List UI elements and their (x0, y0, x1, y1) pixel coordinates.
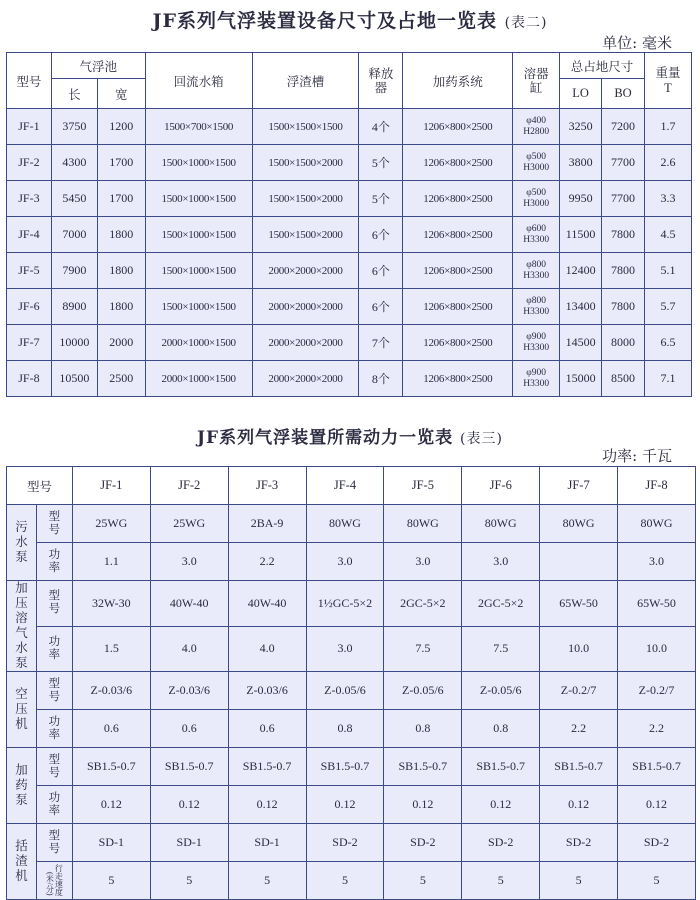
dim-return-tank-cell: 1500×1000×1500 (145, 181, 252, 217)
releaser-header: 释放器 (359, 53, 403, 109)
dim-model-cell: JF-6 (7, 289, 52, 325)
dim-scum-tank-cell: 1500×1500×1500 (252, 109, 359, 145)
dim-dosing-cell: 1206×800×2500 (403, 109, 513, 145)
dim-lo-cell: 13400 (560, 289, 602, 325)
type-cell: SB1.5-0.7 (228, 748, 306, 786)
table-row (7, 181, 692, 217)
dim-dissolver-cell (513, 109, 560, 145)
dim-length-cell: 8900 (51, 289, 97, 325)
type-cell: SD-1 (228, 824, 306, 862)
lo-header: LO (560, 79, 602, 109)
power-cell: 0.12 (150, 786, 228, 824)
width-header: 宽 (97, 79, 145, 109)
dim-model-cell: JF-5 (7, 253, 52, 289)
weight-header: 重量T (644, 53, 691, 109)
dim-weight-cell: 3.3 (644, 181, 691, 217)
dim-dissolver-cell (513, 289, 560, 325)
dim-dissolver-cell (513, 325, 560, 361)
dim-scum-tank-cell: 2000×2000×2000 (252, 325, 359, 361)
dim-weight-cell: 7.1 (644, 361, 691, 397)
tank-header: 气浮池 (51, 53, 145, 79)
dim-releaser-cell: 6个 (359, 289, 403, 325)
scum-tank-header: 浮渣槽 (252, 53, 359, 109)
dim-scum-tank-cell: 2000×2000×2000 (252, 289, 359, 325)
type-cell: SD-2 (384, 824, 462, 862)
equipment-group-label: 污水泵 (7, 505, 37, 581)
power-cell (540, 543, 618, 581)
equipment-group-label: 加药泵 (7, 748, 37, 824)
power-cell: 0.12 (462, 786, 540, 824)
table-row (7, 824, 696, 862)
power-model-col: JF-4 (306, 467, 384, 505)
power-cell: 0.12 (540, 786, 618, 824)
dissolver-height: H3300 (523, 234, 550, 245)
dim-model-cell: JF-8 (7, 361, 52, 397)
table1-title-note: (表二) (504, 15, 548, 31)
dim-bo-cell: 7800 (602, 253, 645, 289)
type-cell: SB1.5-0.7 (540, 748, 618, 786)
type-cell: SD-2 (618, 824, 696, 862)
power-cell: 5 (72, 862, 150, 900)
type-label: 型号 (36, 505, 72, 543)
dim-length-cell: 4300 (51, 145, 97, 181)
dim-return-tank-cell: 1500×1000×1500 (145, 217, 252, 253)
power-cell: 0.12 (618, 786, 696, 824)
power-model-col: JF-5 (384, 467, 462, 505)
power-cell: 7.5 (384, 626, 462, 672)
power-cell: 5 (462, 862, 540, 900)
power-cell: 0.6 (150, 710, 228, 748)
dim-model-cell: JF-1 (7, 109, 52, 145)
table-row (7, 626, 696, 672)
table-row (7, 505, 696, 543)
table-row (7, 748, 696, 786)
type-cell: 1½GC-5×2 (306, 581, 384, 627)
dim-width-cell: 1200 (97, 109, 145, 145)
type-cell: 65W-50 (540, 581, 618, 627)
power-model-col: JF-1 (72, 467, 150, 505)
type-label: 型号 (36, 581, 72, 627)
dim-lo-cell: 12400 (560, 253, 602, 289)
dim-releaser-cell: 6个 (359, 253, 403, 289)
power-table (6, 466, 696, 900)
dim-width-cell: 1800 (97, 289, 145, 325)
dim-dosing-cell: 1206×800×2500 (403, 361, 513, 397)
dissolver-header: 溶器缸 (513, 53, 560, 109)
table2-title: JF系列气浮装置所需动力一览表 (表三) (197, 428, 503, 448)
type-cell: 2GC-5×2 (384, 581, 462, 627)
type-cell: 80WG (384, 505, 462, 543)
dim-dissolver-cell (513, 361, 560, 397)
speed-label: (米/分)行走速度 (36, 862, 72, 900)
table1-unit: 单位: 毫米 (602, 34, 672, 52)
type-cell: SB1.5-0.7 (72, 748, 150, 786)
dissolver-height: H3000 (523, 198, 550, 209)
power-cell: 5 (384, 862, 462, 900)
dim-dosing-cell: 1206×800×2500 (403, 253, 513, 289)
type-cell: SB1.5-0.7 (384, 748, 462, 786)
type-cell: 80WG (540, 505, 618, 543)
dissolver-height: H3300 (523, 342, 550, 353)
power-cell: 5 (150, 862, 228, 900)
power-cell: 0.8 (384, 710, 462, 748)
dim-weight-cell: 1.7 (644, 109, 691, 145)
dissolver-diameter: φ800 (526, 295, 547, 306)
length-header: 长 (51, 79, 97, 109)
type-cell: 40W-40 (150, 581, 228, 627)
power-cell: 3.0 (462, 543, 540, 581)
power-cell: 3.0 (306, 543, 384, 581)
power-cell: 2.2 (618, 710, 696, 748)
type-label: 型号 (36, 672, 72, 710)
type-cell: Z-0.2/7 (618, 672, 696, 710)
dissolver-height: H3300 (523, 378, 550, 389)
table-row (7, 543, 696, 581)
dim-weight-cell: 5.7 (644, 289, 691, 325)
power-cell: 0.12 (384, 786, 462, 824)
dissolver-diameter: φ600 (526, 223, 547, 234)
dim-width-cell: 2000 (97, 325, 145, 361)
type-cell: Z-0.05/6 (384, 672, 462, 710)
dim-model-cell: JF-4 (7, 217, 52, 253)
type-cell: SD-1 (150, 824, 228, 862)
dim-dissolver-cell (513, 145, 560, 181)
type-cell: SB1.5-0.7 (306, 748, 384, 786)
dim-return-tank-cell: 2000×1000×1500 (145, 361, 252, 397)
dim-length-cell: 10000 (51, 325, 97, 361)
power-model-col: JF-2 (150, 467, 228, 505)
table-row (7, 786, 696, 824)
dissolver-diameter: φ400 (526, 115, 547, 126)
table-row (7, 710, 696, 748)
table-row (7, 672, 696, 710)
power-label: 功率 (36, 710, 72, 748)
dim-length-cell: 3750 (51, 109, 97, 145)
power-cell: 7.5 (462, 626, 540, 672)
type-cell: SB1.5-0.7 (618, 748, 696, 786)
power-cell: 4.0 (150, 626, 228, 672)
type-cell: SD-2 (306, 824, 384, 862)
type-cell: SD-2 (462, 824, 540, 862)
equipment-group-label: 加压溶气水泵 (7, 581, 37, 672)
power-label: 功率 (36, 543, 72, 581)
dim-bo-cell: 7700 (602, 145, 645, 181)
power-model-col: JF-7 (540, 467, 618, 505)
power-cell: 0.6 (72, 710, 150, 748)
dim-width-cell: 1700 (97, 181, 145, 217)
power-model-col: JF-6 (462, 467, 540, 505)
type-cell: SB1.5-0.7 (150, 748, 228, 786)
dissolver-height: H3300 (523, 306, 550, 317)
power-cell: 1.5 (72, 626, 150, 672)
table-row (7, 217, 692, 253)
power-cell: 5 (228, 862, 306, 900)
power-cell: 0.6 (228, 710, 306, 748)
power-cell: 5 (306, 862, 384, 900)
dim-bo-cell: 7200 (602, 109, 645, 145)
table-row (7, 325, 692, 361)
power-label: 功率 (36, 786, 72, 824)
dissolver-diameter: φ500 (526, 151, 547, 162)
dim-weight-cell: 6.5 (644, 325, 691, 361)
table-row (7, 145, 692, 181)
dim-return-tank-cell: 1500×1000×1500 (145, 145, 252, 181)
power-cell: 0.8 (306, 710, 384, 748)
type-cell: Z-0.05/6 (462, 672, 540, 710)
dim-weight-cell: 2.6 (644, 145, 691, 181)
dim-return-tank-cell: 1500×700×1500 (145, 109, 252, 145)
dim-scum-tank-cell: 1500×1500×2000 (252, 217, 359, 253)
power-label: 功率 (36, 626, 72, 672)
power-cell: 0.12 (228, 786, 306, 824)
dim-scum-tank-cell: 1500×1500×2000 (252, 181, 359, 217)
dim-model-cell: JF-7 (7, 325, 52, 361)
type-cell: 65W-50 (618, 581, 696, 627)
power-cell: 10.0 (618, 626, 696, 672)
dim-length-cell: 7000 (51, 217, 97, 253)
equipment-group-label: 空压机 (7, 672, 37, 748)
type-cell: 80WG (306, 505, 384, 543)
dim-bo-cell: 7700 (602, 181, 645, 217)
power-cell: 1.1 (72, 543, 150, 581)
type-cell: 2BA-9 (228, 505, 306, 543)
dim-scum-tank-cell: 2000×2000×2000 (252, 361, 359, 397)
type-cell: Z-0.03/6 (228, 672, 306, 710)
dim-lo-cell: 9950 (560, 181, 602, 217)
dim-bo-cell: 7800 (602, 289, 645, 325)
table-row (7, 862, 696, 900)
power-cell: 5 (540, 862, 618, 900)
table-row (7, 289, 692, 325)
dim-releaser-cell: 5个 (359, 145, 403, 181)
power-cell: 5 (618, 862, 696, 900)
type-cell: SB1.5-0.7 (462, 748, 540, 786)
power-cell: 0.12 (72, 786, 150, 824)
power-model-col: JF-8 (618, 467, 696, 505)
dim-scum-tank-cell: 2000×2000×2000 (252, 253, 359, 289)
dim-width-cell: 1700 (97, 145, 145, 181)
dim-dosing-cell: 1206×800×2500 (403, 217, 513, 253)
dim-length-cell: 10500 (51, 361, 97, 397)
table2-title-note: (表三) (460, 431, 503, 447)
dissolver-diameter: φ800 (526, 259, 547, 270)
power-cell: 2.2 (228, 543, 306, 581)
type-label: 型号 (36, 748, 72, 786)
dim-dosing-cell: 1206×800×2500 (403, 325, 513, 361)
dim-model-cell: JF-2 (7, 145, 52, 181)
dim-lo-cell: 3800 (560, 145, 602, 181)
table1-title: JF系列气浮装置设备尺寸及占地一览表 (表二) (152, 10, 548, 32)
type-cell: 2GC-5×2 (462, 581, 540, 627)
dim-length-cell: 5450 (51, 181, 97, 217)
dimensions-table (6, 52, 692, 397)
type-cell: 80WG (462, 505, 540, 543)
dim-weight-cell: 5.1 (644, 253, 691, 289)
dim-releaser-cell: 4个 (359, 109, 403, 145)
dim-releaser-cell: 6个 (359, 217, 403, 253)
type-cell: Z-0.03/6 (72, 672, 150, 710)
dim-lo-cell: 15000 (560, 361, 602, 397)
type-cell: 40W-40 (228, 581, 306, 627)
bo-header: BO (602, 79, 645, 109)
dim-dissolver-cell (513, 217, 560, 253)
power-cell: 3.0 (618, 543, 696, 581)
dim-return-tank-cell: 1500×1000×1500 (145, 253, 252, 289)
power-cell: 3.0 (306, 626, 384, 672)
dim-releaser-cell: 8个 (359, 361, 403, 397)
model-header: 型号 (7, 53, 52, 109)
type-cell: 80WG (618, 505, 696, 543)
dissolver-diameter: φ500 (526, 187, 547, 198)
table-row (7, 361, 692, 397)
power-cell: 2.2 (540, 710, 618, 748)
power-cell: 3.0 (150, 543, 228, 581)
dissolver-height: H2800 (523, 126, 550, 137)
dissolver-diameter: φ900 (526, 331, 547, 342)
power-cell: 10.0 (540, 626, 618, 672)
type-cell: SD-2 (540, 824, 618, 862)
dim-dosing-cell: 1206×800×2500 (403, 145, 513, 181)
table2-unit: 功率: 千瓦 (602, 447, 672, 465)
dim-weight-cell: 4.5 (644, 217, 691, 253)
dim-dissolver-cell (513, 253, 560, 289)
table-row (7, 253, 692, 289)
dim-width-cell: 1800 (97, 253, 145, 289)
dim-releaser-cell: 7个 (359, 325, 403, 361)
type-cell: SD-1 (72, 824, 150, 862)
dim-width-cell: 2500 (97, 361, 145, 397)
power-cell: 4.0 (228, 626, 306, 672)
type-label: 型号 (36, 824, 72, 862)
equipment-group-label: 括渣机 (7, 824, 37, 900)
dissolver-height: H3000 (523, 162, 550, 173)
dim-dosing-cell: 1206×800×2500 (403, 181, 513, 217)
dim-lo-cell: 11500 (560, 217, 602, 253)
dosing-header: 加药系统 (403, 53, 513, 109)
power-model-col: JF-3 (228, 467, 306, 505)
type-cell: 25WG (150, 505, 228, 543)
power-cell: 0.12 (306, 786, 384, 824)
return-tank-header: 回流水箱 (145, 53, 252, 109)
dim-bo-cell: 8000 (602, 325, 645, 361)
dim-return-tank-cell: 1500×1000×1500 (145, 289, 252, 325)
dim-length-cell: 7900 (51, 253, 97, 289)
power-model-header: 型号 (7, 467, 73, 505)
dim-bo-cell: 8500 (602, 361, 645, 397)
dim-width-cell: 1800 (97, 217, 145, 253)
dim-bo-cell: 7800 (602, 217, 645, 253)
dim-lo-cell: 3250 (560, 109, 602, 145)
dissolver-diameter: φ900 (526, 367, 547, 378)
type-cell: Z-0.05/6 (306, 672, 384, 710)
dim-dosing-cell: 1206×800×2500 (403, 289, 513, 325)
power-cell: 3.0 (384, 543, 462, 581)
dim-scum-tank-cell: 1500×1500×2000 (252, 145, 359, 181)
power-cell: 0.8 (462, 710, 540, 748)
table-row (7, 581, 696, 627)
dim-return-tank-cell: 2000×1000×1500 (145, 325, 252, 361)
type-cell: Z-0.2/7 (540, 672, 618, 710)
type-cell: 32W-30 (72, 581, 150, 627)
table-row (7, 109, 692, 145)
type-cell: 25WG (72, 505, 150, 543)
dim-releaser-cell: 5个 (359, 181, 403, 217)
dim-dissolver-cell (513, 181, 560, 217)
footprint-header: 总占地尺寸 (560, 53, 645, 79)
dim-model-cell: JF-3 (7, 181, 52, 217)
dissolver-height: H3300 (523, 270, 550, 281)
type-cell: Z-0.03/6 (150, 672, 228, 710)
dim-lo-cell: 14500 (560, 325, 602, 361)
